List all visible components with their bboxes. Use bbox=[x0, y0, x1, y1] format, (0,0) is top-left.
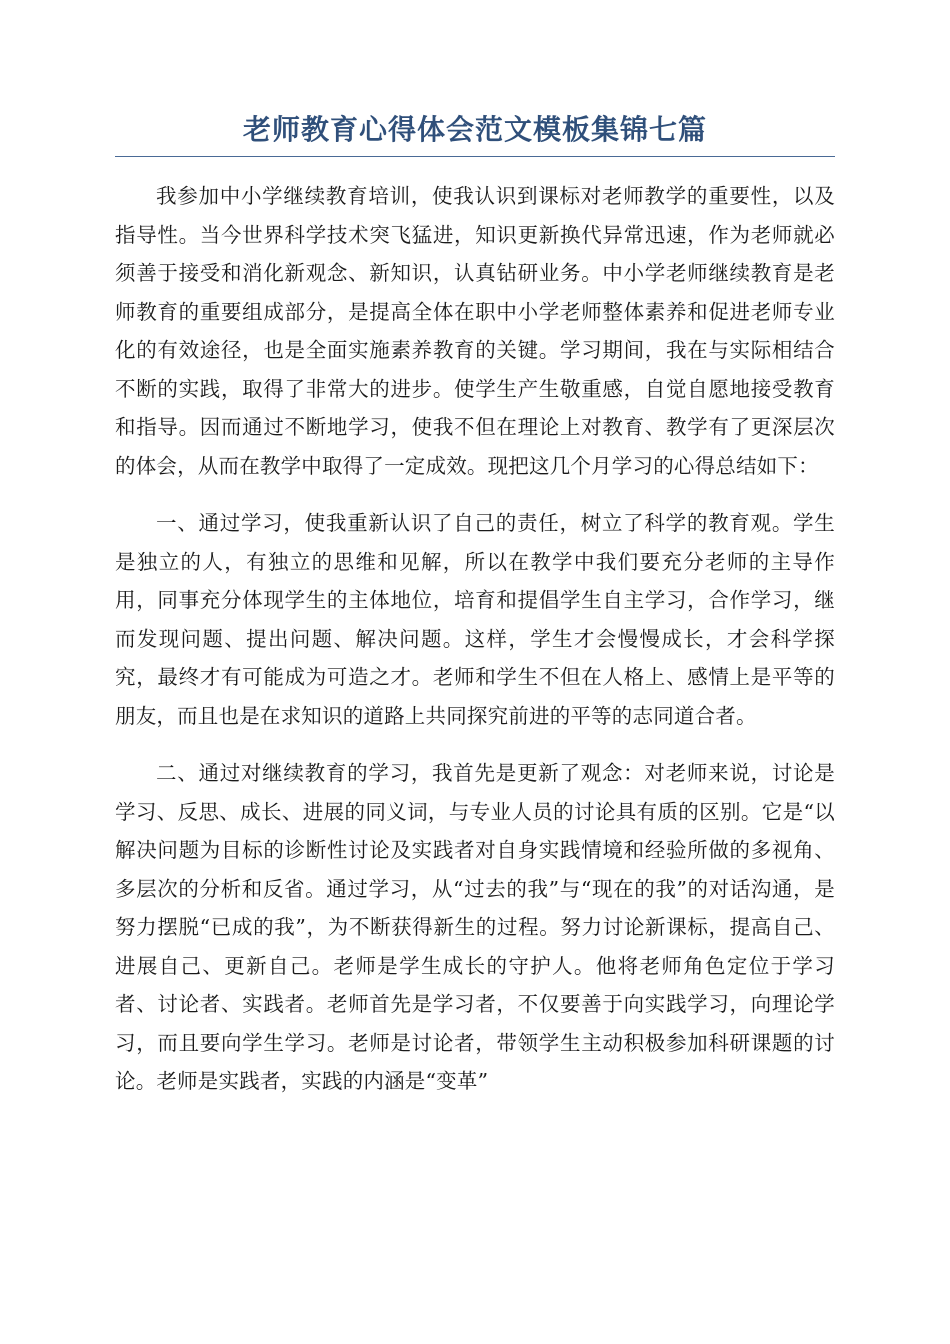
paragraph-intro: 我参加中小学继续教育培训，使我认识到课标对老师教学的重要性，以及指导性。当今世界科学技术突飞猛进，知识更新换代异常迅速，作为老师就必须善于接受和消化新观念、新知识，认真钻研业务。中小学老师继续教育是老师教育的重要组成部分，是提高全体在职中小学老师整体素养和促进老师专业化的有效途径，也是全面实施素养教育的关键。学习期间，我在与实际相结合不断的实践，取得了非常大的进步。使学生产生敬重感，自觉自愿地接受教育和指导。因而通过不断地学习，使我不但在理论上对教育、教学有了更深层次的体会，从而在教学中取得了一定成效。现把这几个月学习的心得总结如下： bbox=[115, 184, 835, 478]
document-title: 老师教育心得体会范文模板集锦七篇 bbox=[115, 108, 835, 157]
paragraph-point-one: 一、通过学习，使我重新认识了自己的责任，树立了科学的教育观。学生是独立的人，有独立的思维和见解，所以在教学中我们要充分老师的主导作用，同事充分体现学生的主体地位，培育和提倡学生自主学习，合作学习，继而发现问题、提出问题、解决问题。这样，学生才会慢慢成长，才会科学探究，最终才有可能成为可造之才。老师和学生不但在人格上、感情上是平等的朋友，而且也是在求知识的道路上共同探究前进的平等的志同道合者。 bbox=[115, 511, 835, 728]
paragraph-point-two: 二、通过对继续教育的学习，我首先是更新了观念：对老师来说，讨论是学习、反思、成长、进展的同义词，与专业人员的讨论具有质的区别。它是“以解决问题为目标的诊断性讨论及实践者对自身实践情境和经验所做的多视角、多层次的分析和反省。通过学习，从“过去的我”与“现在的我”的对话沟通，是努力摆脱“已成的我”，为不断获得新生的过程。努力讨论新课标，提高自己、进展自己、更新自己。老师是学生成长的守护人。他将老师角色定位于学习者、讨论者、实践者。老师首先是学习者，不仅要善于向实践学习，向理论学习，而且要向学生学习。老师是讨论者，带领学生主动积极参加科研课题的讨论。老师是实践者，实践的内涵是“变革” bbox=[115, 761, 835, 1093]
document-page bbox=[115, 108, 835, 1120]
document-body bbox=[115, 177, 835, 1101]
